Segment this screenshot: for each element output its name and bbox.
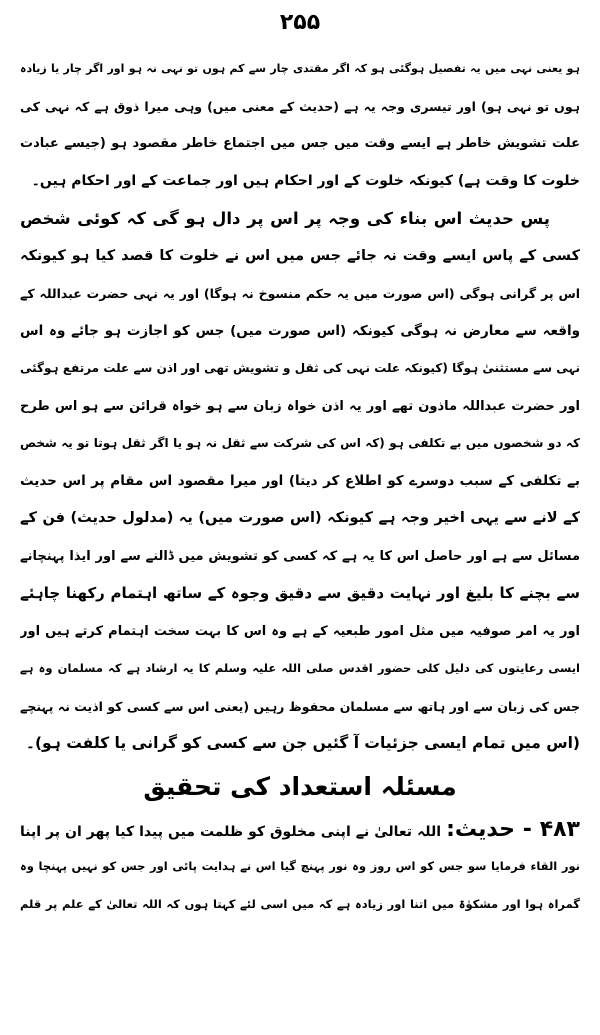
text-line: کسی کے پاس ایسے وقت نہ جائے جس میں اس نے خلوت کا قصد کیا ہو کیونکہ [20, 247, 580, 264]
text-line: اور یہ امر صوفیہ میں مثل امور طبعیہ کے ہے وہ اس کا بہت سخت اہتمام کرتے ہیں اور [20, 623, 580, 639]
text-line: واقعہ سے معارض نہ ہوگی کیونکہ (اس صورت میں) جس کو اجازت ہو جائے وہ اس [20, 322, 580, 339]
text-line: خلوت کا وقت ہے) کیونکہ خلوت کے اور احکام ہیں اور جماعت کے اور احکام ہیں۔ [31, 172, 580, 189]
hadith-text: اللہ تعالیٰ نے اپنی مخلوق کو ظلمت میں پیدا کیا پھر ان پر اپنا [20, 823, 442, 840]
text-line: (اس میں تمام ایسی جزئیات آ گئیں جن سے کسی کو گرانی یا کلفت ہو)۔ [25, 734, 580, 752]
section-heading: مسئلہ استعداد کی تحقیق [143, 771, 457, 801]
text-line: پس حدیث اس بناء کی وجہ پر اس پر دال ہو گی کہ کوئی شخص [20, 209, 550, 228]
text-line: اور حضرت عبداللہ ماذون تھے اور یہ اذن خواہ زبان سے ہو خواہ قرائن سے ہو اس طرح [20, 398, 580, 414]
text-line: اس پر گرانی ہوگی (اس صورت میں یہ حکم منسوخ نہ ہوگا) اور یہ نہی حضرت عبداللہ کے [20, 286, 580, 301]
text-line: نہی سے مستثنیٰ ہوگا (کیونکہ علت نہی کی ثقل و تشویش تھی اور اذن سے علت مرتفع ہوگئی [20, 361, 580, 375]
text-line: سے بچنے کا بلیغ اور نہایت دقیق سے دقیق وجوہ کے ساتھ اہتمام رکھنا چاہئے [20, 584, 580, 602]
hadith-first-line [20, 811, 580, 849]
hadith-number: ۴۸۳ - حدیث: [446, 816, 580, 842]
page-number: ۲۵۵ [279, 10, 321, 35]
body-text [20, 50, 580, 923]
text-line: مسائل سے ہے اور حاصل اس کا یہ ہے کہ کسی کو تشویش میں ڈالنے سے اور ایذا پہنچانے [20, 548, 580, 564]
text-line: کہ دو شخصوں میں بے تکلفی ہو (کہ اس کی شرکت سے ثقل نہ ہو یا اگر ثقل ہوتا تو یہ شخص [20, 436, 580, 450]
text-line: جس کی زبان سے اور ہاتھ سے مسلمان محفوظ رہیں (یعنی اس سے کسی کو اذیت نہ پہنچے [20, 698, 580, 714]
text-line: ہوں تو نہی ہو) اور تیسری وجہ یہ ہے (حدیث کے معنی میں) وہی میرا ذوق ہے کہ نہی کی [20, 98, 580, 114]
text-line: علت تشویش خاطر ہے ایسے وقت میں جس میں اجتماع خاطر مقصود ہو (جیسے عبادت [20, 136, 580, 151]
text-line: کے لانے سے یہی اخیر وجہ ہے کیونکہ (اس صورت میں) یہ (مدلول حدیث) فن کے [20, 510, 580, 526]
text-line: ایسی رعایتوں کی دلیل کلی حضور اقدس صلی اللہ علیہ وسلم کا یہ ارشاد ہے کہ مسلمان وہ ہے [20, 661, 580, 675]
text-line: ہو یعنی نہی میں یہ تفصیل ہوگئی ہو کہ اگر مقتدی چار سے کم ہوں تو نہی نہ ہو اور اگر چار یا زیادہ [20, 62, 580, 75]
text-line: بے تکلفی کے سبب دوسرے کو اطلاع کر دیتا) اور میرا مقصود اس مقام پر اس حدیث [20, 472, 580, 489]
text-line: نور القاء فرمایا سو جس کو اس روز وہ نور پہنچ گیا اس نے ہدایت پائی اور جس کو نہیں پہنچا وہ [20, 859, 580, 873]
text-line: گمراہ ہوا اور مشکوٰۃ میں اتنا اور زیادہ ہے کہ میں اسی لئے کہتا ہوں کہ اللہ تعالیٰ کے علم پر قلم [20, 896, 580, 911]
